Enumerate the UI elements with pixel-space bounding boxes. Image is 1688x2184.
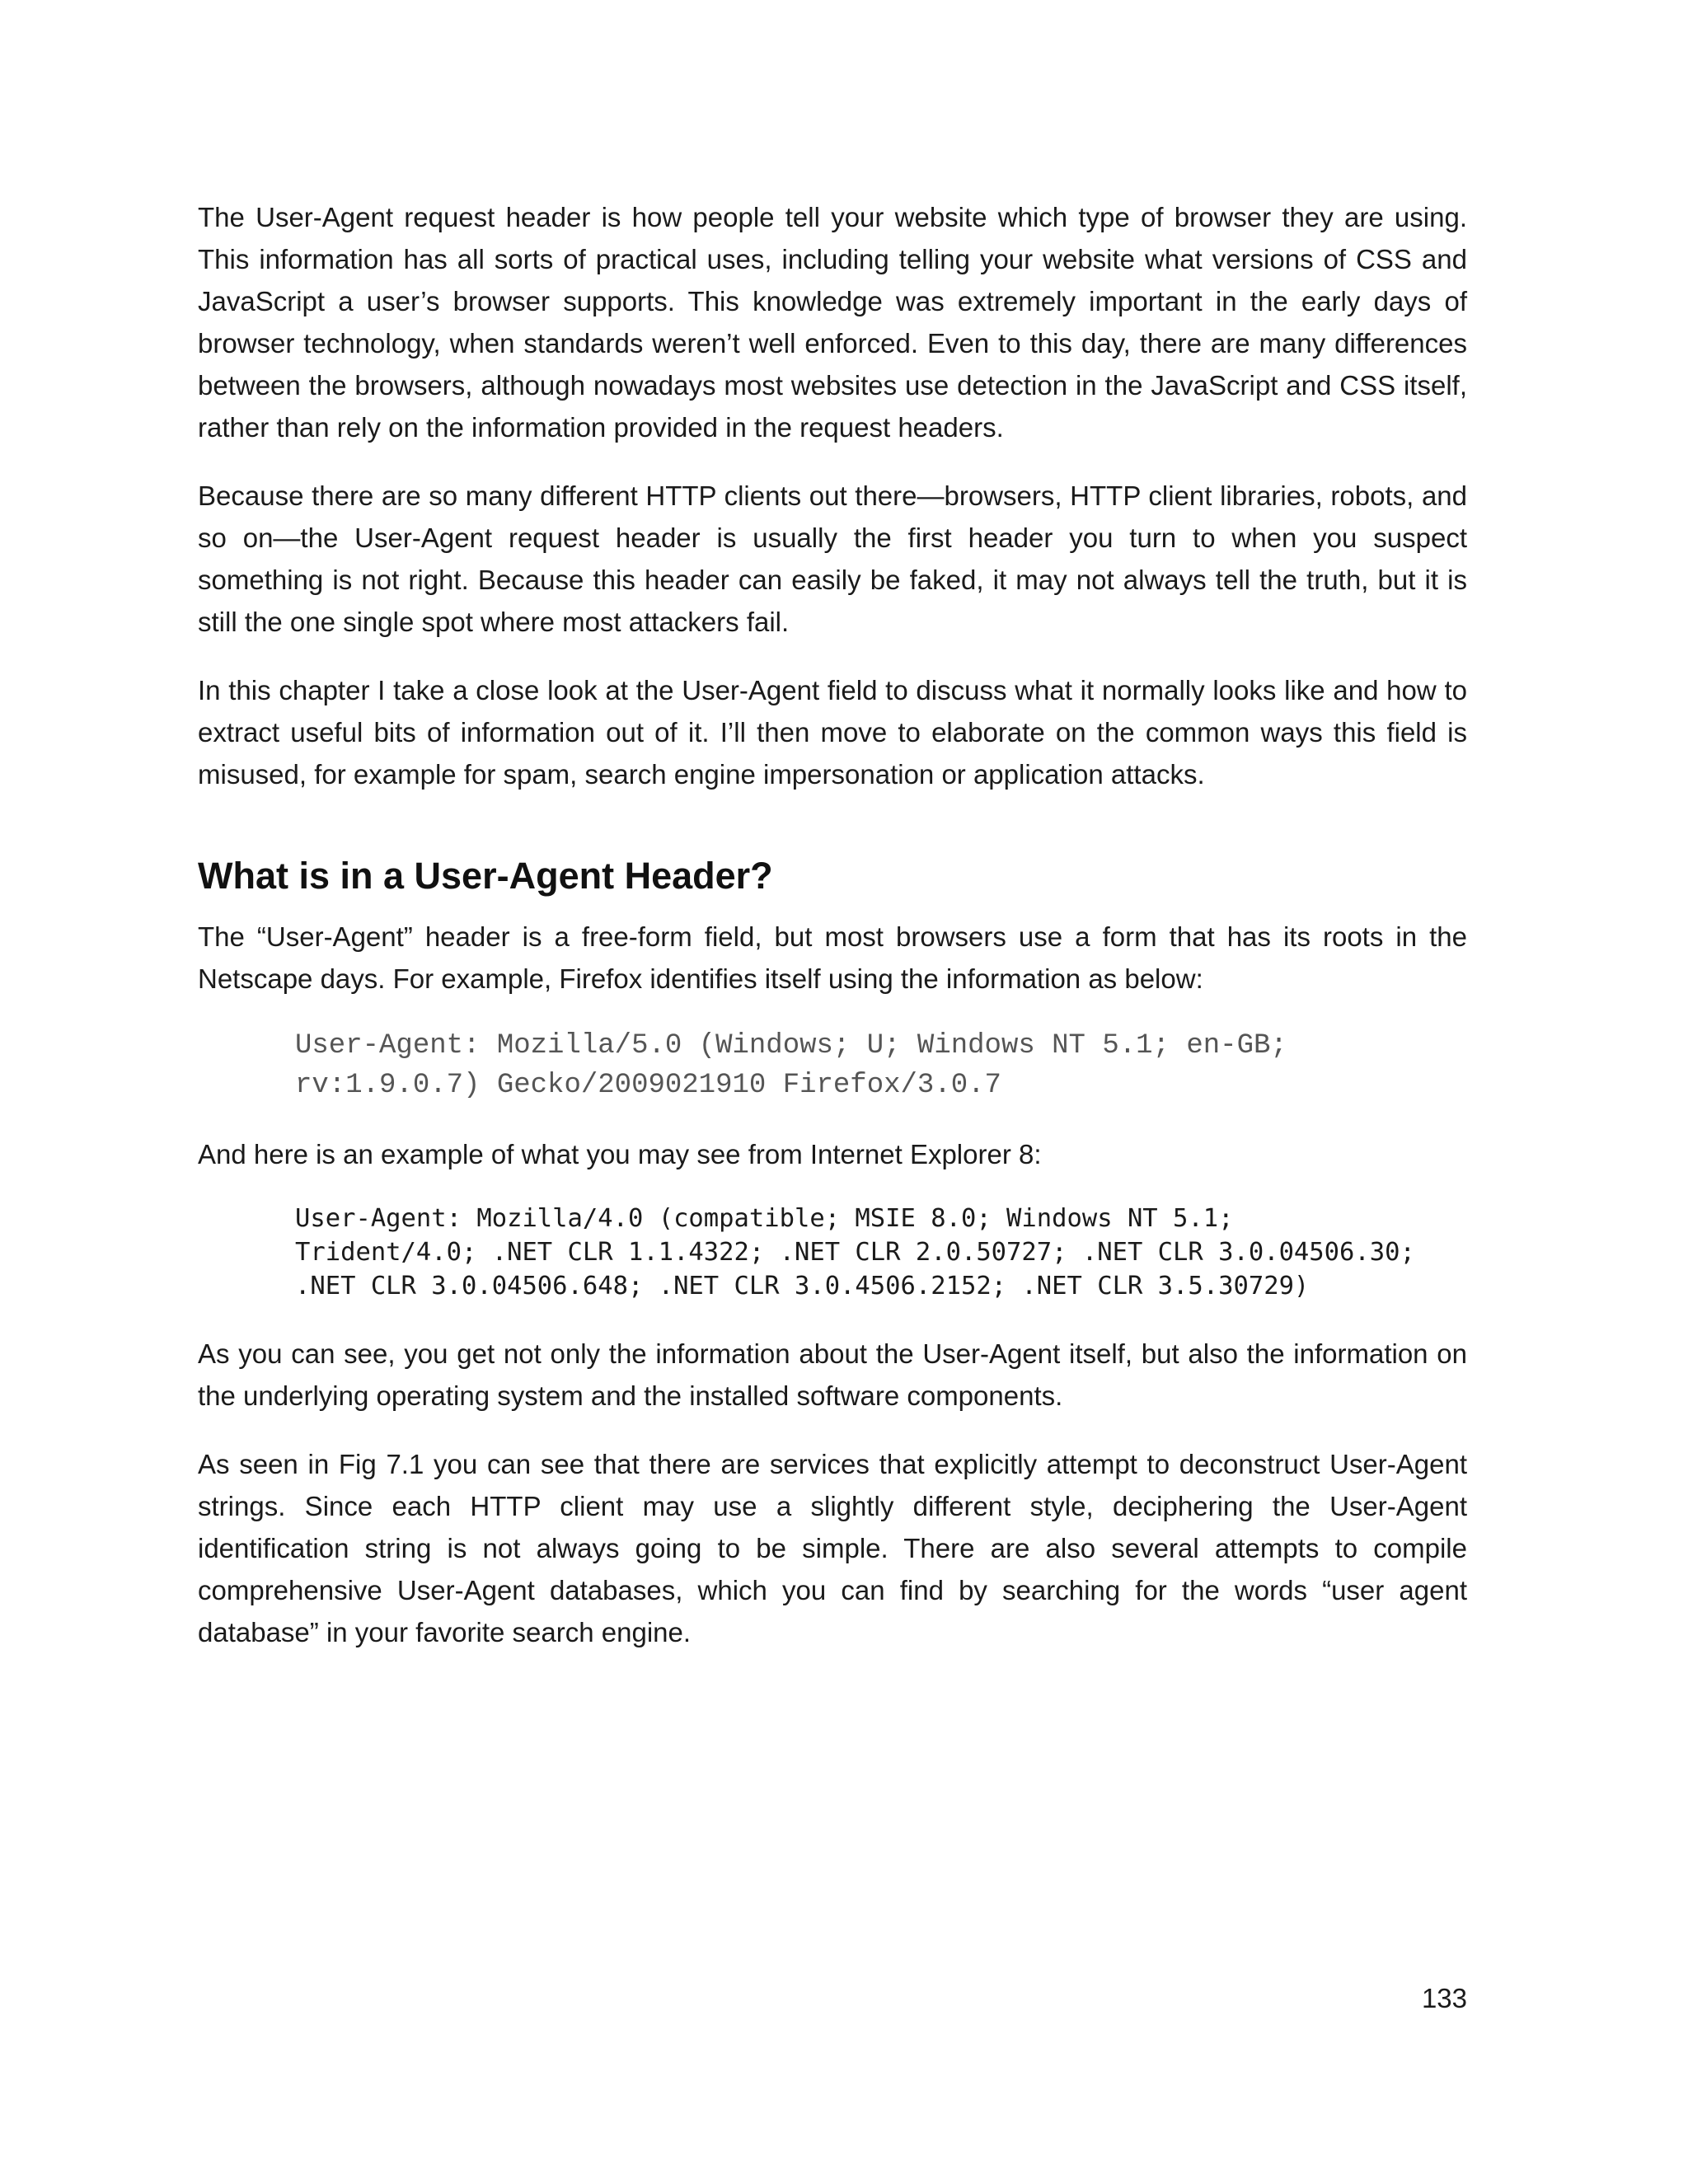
- paragraph-ie8-intro: And here is an example of what you may see from Internet Explorer 8:: [198, 1139, 1042, 1169]
- paragraph-http-clients: Because there are so many different HTTP clients out there—browsers, HTTP client libraries, robots, and so on—the User-Agent request header is usually the first header you turn to when you suspect something is not right. Because this header can easily be faked, it may not always tell the truth, but it is still the one single spot where most attackers fail.: [198, 480, 1467, 637]
- paragraph-free-form-field: The “User-Agent” header is a free-form field, but most browsers use a form that has its roots in the Netscape days. For example, Firefox identifies itself using the information as below:: [198, 921, 1467, 994]
- page-body: [198, 196, 1467, 1680]
- section-heading: What is in a User-Agent Header?: [198, 855, 773, 897]
- paragraph-deconstruct-services: As seen in Fig 7.1 you can see that there are services that explicitly attempt to deconstruct User-Agent strings. Since each HTTP client may use a slightly different style, deciphering the User-Agent identification string is not always going to be simple. There are also several attempts to compile comprehensive User-Agent databases, which you can find by searching for the words “user agent database” in your favorite search engine.: [198, 1449, 1467, 1647]
- paragraph-user-agent-intro: The User-Agent request header is how people tell your website which type of browser they are using. This information has all sorts of practical uses, including telling your website what versions of CSS and JavaScript a user’s browser supports. This knowledge was extremely important in the early days of browser technology, when standards weren’t well enforced. Even to this day, there are many differences between the browsers, although nowadays most websites use detection in the JavaScript and CSS itself, rather than rely on the information provided in the request headers.: [198, 202, 1467, 443]
- paragraph-chapter-overview: In this chapter I take a close look at the User-Agent field to discuss what it normally looks like and how to extract useful bits of information out of it. I’ll then move to elaborate on the common ways this field is misused, for example for spam, search engine impersonation or application attacks.: [198, 675, 1467, 790]
- page-number: 133: [1421, 1983, 1467, 2013]
- code-example-ie8: User-Agent: Mozilla/4.0 (compatible; MSIE 8.0; Windows NT 5.1; Trident/4.0; .NET CLR 1.1.4322; .NET CLR 2.0.50727; .NET CLR 3.0.04506.30; .NET CLR 3.0.04506.648; .NET CLR 3.0.4506.2152; .NET CLR 3.5.30729): [295, 1204, 1415, 1301]
- paragraph-os-info: As you can see, you get not only the information about the User-Agent itself, but also the information on the underlying operating system and the installed software components.: [198, 1338, 1467, 1411]
- code-example-firefox: User-Agent: Mozilla/5.0 (Windows; U; Windows NT 5.1; en-GB; rv:1.9.0.7) Gecko/2009021910 Firefox/3.0.7: [295, 1030, 1287, 1101]
